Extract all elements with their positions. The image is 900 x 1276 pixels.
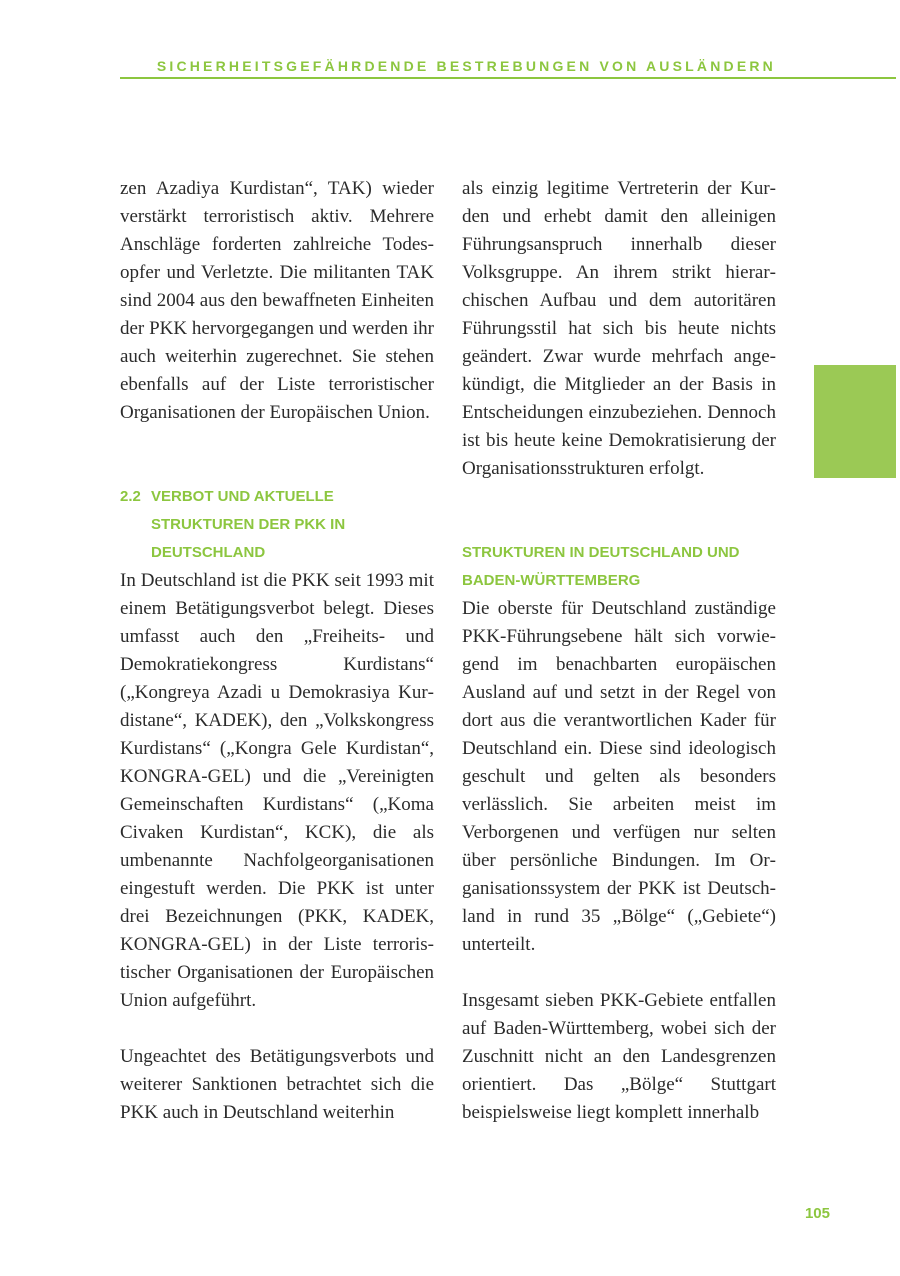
paragraph-spacer [120, 1015, 434, 1043]
paragraph-sanctions: Ungeachtet des Betätigungsverbots und weiterer Sanktionen betrachtet sich die PKK auch in Deutschland weiterhin [120, 1046, 434, 1123]
left-column [120, 175, 434, 1127]
section-number: 2.2 [120, 488, 141, 505]
paragraph-leadership-claim: als einzig legitime Vertreterin der Kurden und erhebt damit den alleinigen Führungsanspruch innerhalb dieser Volksgruppe. An ihrem strikt hierarchischen Aufbau und dem autoritären Führungsstil hat sich bis heute nichts geändert. Zwar wurde mehrfach angekündigt, die Mitglieder an der Basis in Entscheidungen einzubeziehen. Dennoch ist bis heute keine Demokratisierung der Organisationsstrukturen erfolgt. [462, 178, 776, 479]
section-title: VERBOT UND AKTUELLE STRUKTUREN DER PKK IN DEUTSCHLAND [151, 488, 346, 561]
page-number: 105 [804, 1205, 830, 1222]
chapter-marker-tab [814, 365, 896, 478]
header-rule [120, 77, 896, 79]
paragraph-bw-regions: Insgesamt sieben PKK-Gebiete entfallen auf Baden-Württemberg, wobei sich der Zuschnitt nicht an den Landesgrenzen orientiert. Das „Bölge“ Stuttgart beispielsweise liegt komplett innerhalb [462, 990, 776, 1123]
intro-paragraph: zen Azadiya Kurdistan“, TAK) wieder verstärkt terroristisch aktiv. Mehrere Anschläge forderten zahlreiche Todesopfer und Verletzte. Die militanten TAK sind 2004 aus den bewaffneten Einheiten der PKK hervorgegangen und werden ihr auch weiterhin zugerechnet. Sie stehen ebenfalls auf der Liste terroristischer Organisationen der Europäischen Union. [120, 178, 434, 423]
running-header-title: SICHERHEITSGEFÄHRDENDE BESTREBUNGEN VON AUSLÄNDERN [156, 58, 776, 74]
subheading-structures: STRUKTUREN IN DEUTSCHLAND UND BADEN-WÜRTTEMBERG [462, 544, 740, 589]
paragraph-pkk-ban: In Deutschland ist die PKK seit 1993 mit einem Betätigungsverbot belegt. Dieses umfasst auch den „Freiheits- und Demokratiekongress Kurdistans“ („Kongreya Azadi u Demokrasiya Kurdistane“, KADEK), den „Volkskongress Kurdistans“ („Kongra Gele Kurdistan“, KONGRA-GEL) und die „Vereinigten Gemeinschaften Kurdistans“ („Koma Civaken Kurdistan“, KCK), die als umbenannte Nachfolgeorganisationen eingestuft werden. Die PKK ist unter drei Bezeichnungen (PKK, KADEK, KONGRA-GEL) in der Liste terroristischer Organisationen der Europäischen Union aufgeführt. [120, 570, 434, 1011]
paragraph-spacer [462, 959, 776, 987]
paragraph-structures: Die oberste für Deutschland zuständige PKK-Führungsebene hält sich vorwiegend im benachbarten europäischen Ausland auf und setzt in der Regel von dort aus die verantwortlichen Kader für Deutschland ein. Diese sind ideologisch geschult und gelten als besonders verlässlich. Sie arbeiten meist im Verborgenen und verfügen nur selten über persönliche Bindungen. Im Organisationssystem der PKK ist Deutschland in rund 35 „Bölge“ („Gebiete“) unterteilt. [462, 598, 776, 955]
section-heading-2-2 [120, 483, 434, 567]
right-column [462, 175, 776, 1127]
